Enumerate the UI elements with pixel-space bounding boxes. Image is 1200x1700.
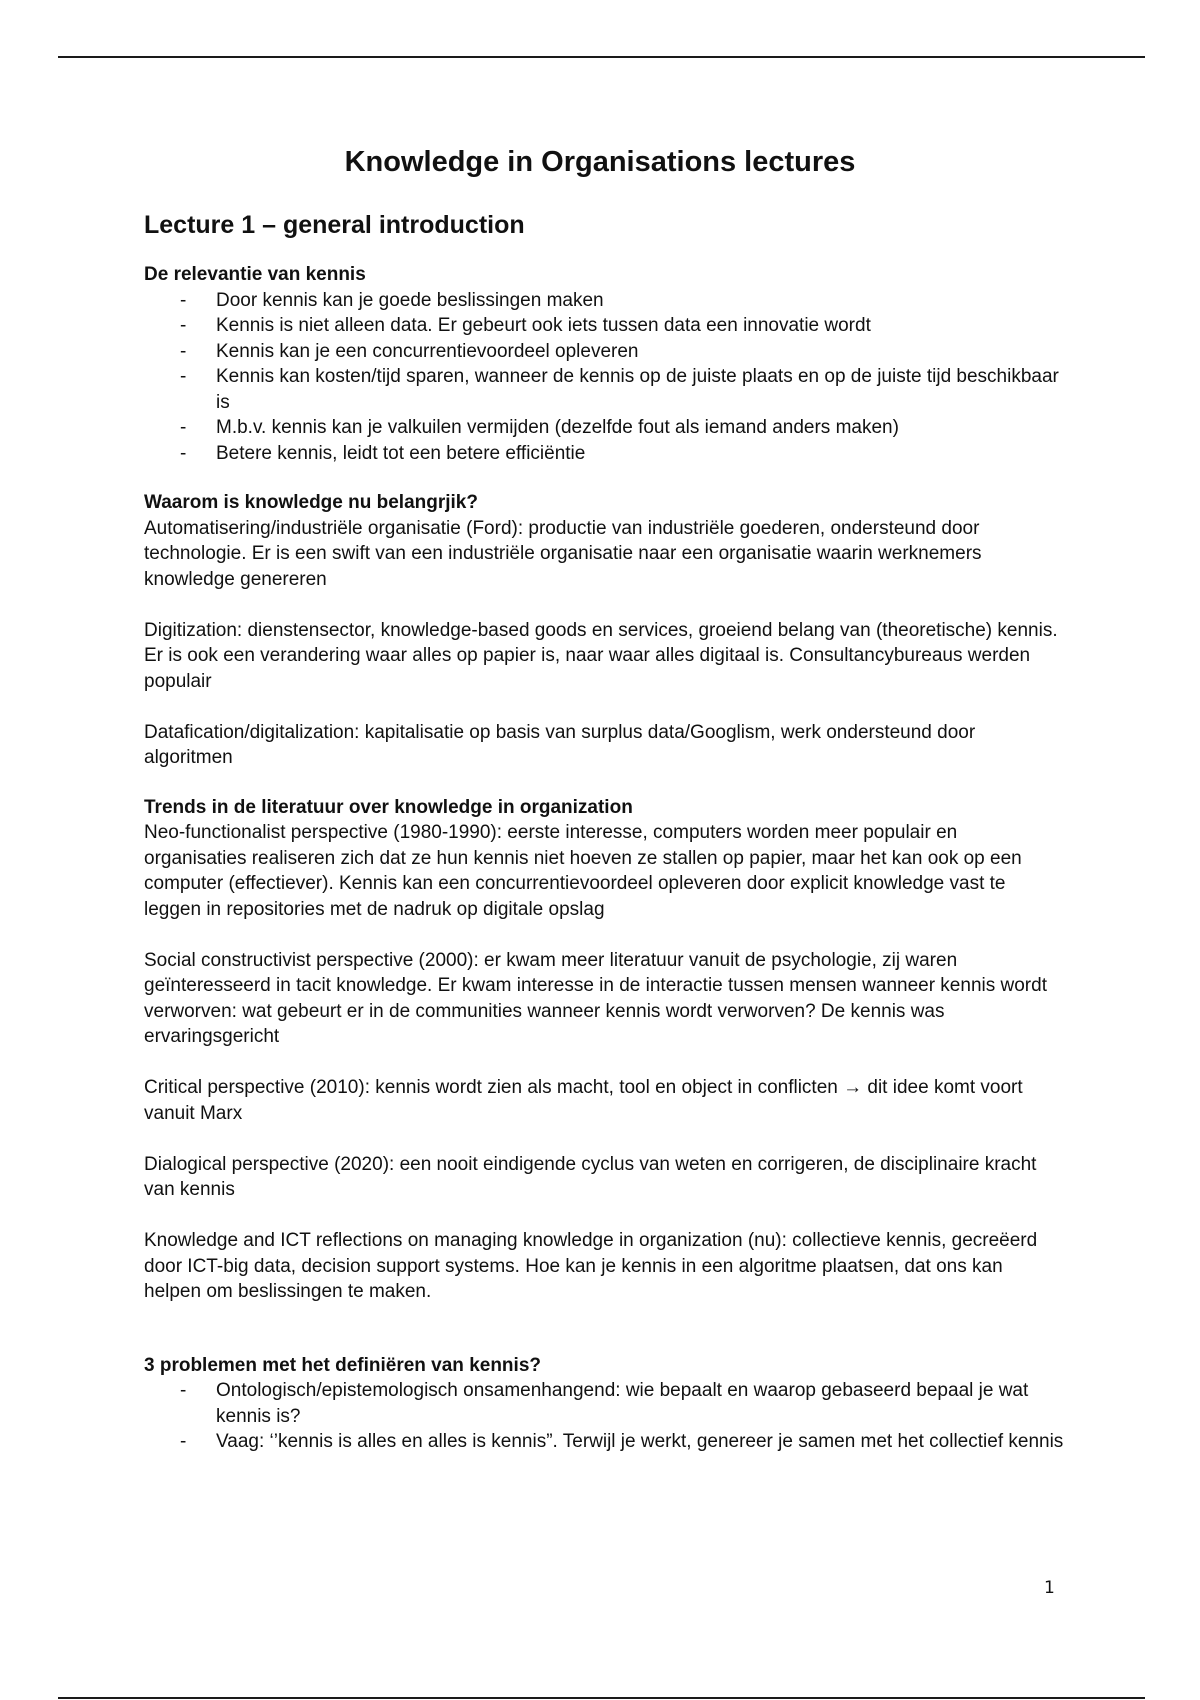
paragraph: Critical perspective (2010): kennis wordt zien als macht, tool en object in conflicten → dit idee komt voort vanuit Marx (144, 1077, 1023, 1124)
document-title: Knowledge in Organisations lectures (344, 146, 856, 178)
list-item: - Ontologisch/epistemologisch onsamenhangend: wie bepaalt en waarop gebaseerd bepaal je wat kennis is? (216, 1378, 1064, 1429)
paragraph: Dialogical perspective (2020): een nooit eindigende cyclus van weten en corrigeren, de disciplinaire kracht van kennis (144, 1153, 1037, 1200)
section-heading: 3 problemen met het definiëren van kennis? (144, 1354, 541, 1376)
paragraph: Automatisering/industriële organisatie (Ford): productie van industriële goederen, ondersteund door technologie. Er is een swift van een industriële organisatie naar een organisatie waarin werknemers knowledge genereren (144, 517, 982, 590)
list-item: - Vaag: ‘’kennis is alles en alles is kennis”. Terwijl je werkt, genereer je samen met het collectief kennis (216, 1429, 1064, 1455)
section-relevance (144, 262, 1064, 466)
page-number: 1 (1044, 1578, 1055, 1598)
section-importance (144, 490, 1064, 771)
page-bottom-rule (58, 1697, 1145, 1699)
list-item: - Door kennis kan je goede beslissingen maken (216, 288, 1064, 314)
paragraph: Datafication/digitalization: kapitalisatie op basis van surplus data/Googlism, werk ondersteund door algoritmen (144, 721, 976, 768)
paragraph: Neo-functionalist perspective (1980-1990): eerste interesse, computers worden meer populair en organisaties realiseren zich dat ze hun kennis niet hoeven ze stallen op papier, maar het kan ook op een computer (effectiever). Kennis kan een concurrentievoordeel opleveren door explicit knowledge vast te leggen in repositories met de nadruk op digitale opslag (144, 822, 1022, 920)
list-item: - Kennis is niet alleen data. Er gebeurt ook iets tussen data een innovatie wordt (216, 313, 1064, 339)
section-trends (144, 795, 1064, 1305)
paragraph: Social constructivist perspective (2000): er kwam meer literatuur vanuit de psychologie, zij waren geïnteresseerd in tacit knowledge. Er kwam interesse in de interactie tussen mensen wanneer kennis wordt verworven: wat gebeurt er in de communities wanneer kennis wordt verworven? De kennis was ervaringsgericht (144, 949, 1047, 1047)
section-heading: Trends in de literatuur over knowledge in organization (144, 796, 633, 818)
list-item: - Betere kennis, leidt tot een betere efficiëntie (216, 441, 1064, 467)
document-body (144, 140, 1064, 1455)
list-item: - Kennis kan je een concurrentievoordeel opleveren (216, 339, 1064, 365)
lecture-title: Lecture 1 – general introduction (144, 211, 525, 239)
paragraph: Knowledge and ICT reflections on managing knowledge in organization (nu): collectieve kennis, gecreëerd door ICT-big data, decision support systems. Hoe kan je kennis in een algoritme plaatsen, dat ons kan helpen om beslissingen te maken. (144, 1230, 1038, 1302)
section-heading: De relevantie van kennis (144, 264, 366, 285)
paragraph: Digitization: dienstensector, knowledge-based goods en services, groeiend belang van (theoretische) kennis. Er is ook een verandering waar alles op papier is, naar waar alles digitaal is. Consultancybureaus werden populair (144, 619, 1058, 692)
section-heading: Waarom is knowledge nu belangrjik? (144, 492, 478, 513)
page-top-rule (58, 56, 1145, 58)
list-item: - M.b.v. kennis kan je valkuilen vermijden (dezelfde fout als iemand anders maken) (216, 415, 1064, 441)
section-problems (144, 1353, 1064, 1455)
bullet-list (144, 1378, 1064, 1455)
bullet-list (144, 288, 1064, 467)
vertical-spacer (144, 1305, 1064, 1329)
list-item: - Kennis kan kosten/tijd sparen, wanneer de kennis op de juiste plaats en op de juiste tijd beschikbaar is (216, 364, 1064, 415)
